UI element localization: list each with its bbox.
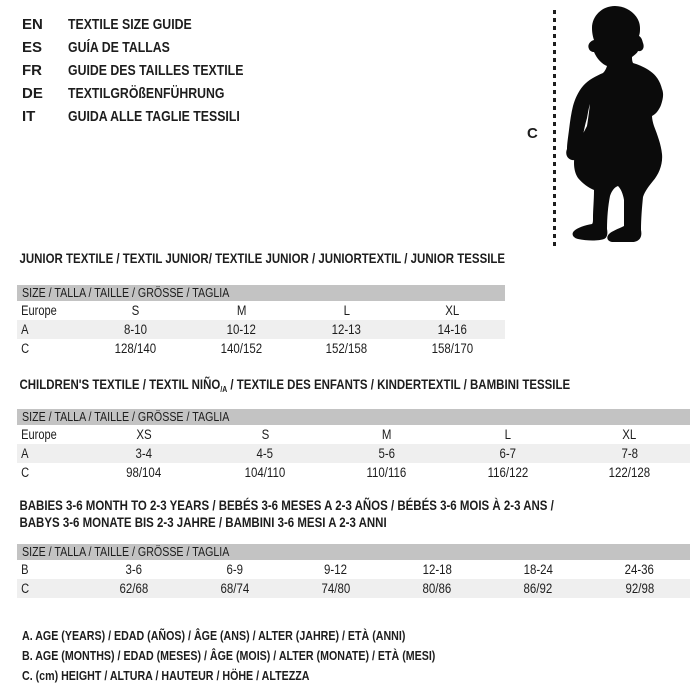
- table-cell: [447, 446, 568, 461]
- cell-value: 6-7: [499, 446, 517, 461]
- cell-value: 86/92: [523, 581, 553, 596]
- table-title-line: [19, 250, 505, 267]
- cell-value: L: [504, 427, 512, 442]
- table-title-text: BABIES 3-6 MONTH TO 2-3 YEARS / BEBÉS 3-6 MESES A 2-3 AÑOS / BÉBÉS 3-6 MOIS À 2-3 ANS /: [19, 497, 554, 513]
- language-code: EN: [22, 16, 43, 33]
- cell-value: XL: [445, 303, 460, 318]
- cell-value: 98/104: [126, 465, 162, 480]
- table-title-line: [19, 497, 553, 514]
- cell-value: 110/116: [366, 465, 407, 480]
- cell-value: 6-9: [226, 562, 244, 577]
- table-title-text: /A: [220, 384, 228, 394]
- table-cell: [400, 341, 506, 356]
- language-code: ES: [22, 39, 43, 56]
- table-cell: [294, 341, 400, 356]
- table-cell: [400, 303, 506, 318]
- language-code: DE: [22, 85, 43, 102]
- language-label: TEXTILE SIZE GUIDE: [68, 16, 192, 33]
- language-guide: [22, 13, 282, 128]
- cell-value: 3-6: [125, 562, 142, 577]
- cell-value: 5-6: [378, 446, 395, 461]
- height-marker-label: C: [527, 125, 538, 142]
- language-row: [22, 82, 282, 105]
- legend-notes: [22, 626, 700, 686]
- size-header-label: SIZE / TALLA / TAILLE / GRÖSSE / TAGLIA: [22, 409, 230, 424]
- table-cell: [569, 427, 690, 442]
- row-label: Europe: [21, 427, 57, 442]
- table-cell: [326, 427, 447, 442]
- cell-value: 4-5: [256, 446, 274, 461]
- language-row: [22, 36, 282, 59]
- cell-value: 92/98: [625, 581, 654, 596]
- height-measure-dashed-line: [553, 10, 556, 246]
- language-code: IT: [22, 108, 36, 125]
- table-row: [17, 339, 505, 358]
- table-cell: [83, 446, 204, 461]
- table-title-line: [19, 376, 570, 393]
- language-label: GUIDE DES TAILLES TEXTILE: [68, 62, 244, 79]
- cell-value: 152/158: [326, 341, 368, 356]
- size-table-children: [17, 376, 690, 482]
- language-label: GUIDA ALLE TAGLIE TESSILI: [68, 108, 240, 125]
- language-label: GUÍA DE TALLAS: [68, 39, 170, 56]
- cell-value: 9-12: [324, 562, 348, 577]
- table-row: [17, 320, 505, 339]
- row-label: C: [21, 465, 30, 480]
- table-cell: [83, 465, 204, 480]
- table-cell: [83, 322, 189, 337]
- table-title-line: [19, 514, 553, 531]
- table-cell: [488, 562, 589, 577]
- size-header-label: SIZE / TALLA / TAILLE / GRÖSSE / TAGLIA: [22, 285, 230, 300]
- table-cell: [569, 465, 690, 480]
- table-title-text: CHILDREN'S TEXTILE / TEXTIL NIÑO: [19, 376, 221, 392]
- cell-value: 74/80: [321, 581, 351, 596]
- row-label: C: [21, 341, 30, 356]
- cell-value: 122/128: [608, 465, 651, 480]
- cell-value: 24-36: [624, 562, 655, 577]
- table-cell: [488, 581, 589, 596]
- table-cell: [83, 427, 204, 442]
- table-title: [17, 376, 570, 393]
- table-cell: [447, 427, 568, 442]
- size-header-bar: [17, 285, 505, 301]
- table-cell: [184, 562, 285, 577]
- table-title-text: / TEXTILE DES ENFANTS / KINDERTEXTIL / BAMBINI TESSILE: [227, 376, 571, 392]
- language-row: [22, 105, 282, 128]
- table-cell: [294, 322, 400, 337]
- table-cell: [83, 303, 189, 318]
- table-cell: [189, 341, 295, 356]
- size-header-bar: [17, 409, 690, 425]
- table-cell: [400, 322, 506, 337]
- language-code: FR: [22, 62, 42, 79]
- cell-value: M: [381, 427, 392, 442]
- cell-value: S: [261, 427, 269, 442]
- table-cell: [83, 341, 189, 356]
- cell-value: 18-24: [523, 562, 553, 577]
- table-cell: [569, 446, 690, 461]
- cell-value: XL: [622, 427, 637, 442]
- cell-value: 12-13: [332, 322, 362, 337]
- table-rows: [17, 301, 505, 358]
- size-header-bar: [17, 544, 690, 560]
- cell-value: 10-12: [226, 322, 256, 337]
- language-row: [22, 59, 282, 82]
- table-cell: [447, 465, 568, 480]
- size-header-label: SIZE / TALLA / TAILLE / GRÖSSE / TAGLIA: [22, 544, 230, 559]
- table-cell: [189, 303, 295, 318]
- cell-value: 14-16: [437, 322, 467, 337]
- cell-value: 104/110: [244, 465, 286, 480]
- table-cell: [326, 465, 447, 480]
- row-label: Europe: [21, 303, 57, 318]
- table-cell: [326, 446, 447, 461]
- table-cell: [589, 581, 690, 596]
- table-cell: [285, 562, 386, 577]
- cell-value: 80/86: [422, 581, 452, 596]
- table-cell: [204, 465, 325, 480]
- table-title-text: JUNIOR TEXTILE / TEXTIL JUNIOR/ TEXTILE JUNIOR / JUNIORTEXTIL / JUNIOR TESSILE: [19, 250, 506, 266]
- table-title-text: BABYS 3-6 MONATE BIS 2-3 JAHRE / BAMBINI 3-6 MESI A 2-3 ANNI: [19, 514, 387, 530]
- table-row: [17, 425, 690, 444]
- table-cell: [387, 581, 488, 596]
- legend-note: A. AGE (YEARS) / EDAD (AÑOS) / ÂGE (ANS) / ALTER (JAHRE) / ETÀ (ANNI): [22, 628, 406, 643]
- row-label: A: [21, 446, 29, 461]
- cell-value: 62/68: [119, 581, 148, 596]
- table-title: [17, 250, 505, 267]
- cell-value: 12-18: [422, 562, 452, 577]
- table-cell: [294, 303, 400, 318]
- table-cell: [387, 562, 488, 577]
- row-label: C: [21, 581, 30, 596]
- row-label: B: [21, 562, 29, 577]
- cell-value: 128/140: [115, 341, 157, 356]
- cell-value: 158/170: [431, 341, 473, 356]
- table-title: [17, 497, 554, 531]
- table-cell: [285, 581, 386, 596]
- legend-note: B. AGE (MONTHS) / EDAD (MESES) / ÂGE (MOIS) / ALTER (MONATE) / ETÀ (MESI): [22, 648, 436, 663]
- table-cell: [204, 446, 325, 461]
- size-table-junior: [17, 250, 505, 358]
- cell-value: 116/122: [487, 465, 529, 480]
- size-table-babies: [17, 497, 690, 598]
- cell-value: XS: [136, 427, 152, 442]
- toddler-silhouette-image: [559, 6, 689, 242]
- table-row: [17, 301, 505, 320]
- cell-value: 140/152: [220, 341, 262, 356]
- table-cell: [589, 562, 690, 577]
- row-label: A: [21, 322, 29, 337]
- cell-value: M: [236, 303, 247, 318]
- table-row: [17, 560, 690, 579]
- cell-value: 68/74: [220, 581, 250, 596]
- cell-value: 3-4: [135, 446, 152, 461]
- cell-value: 7-8: [621, 446, 638, 461]
- table-cell: [83, 581, 184, 596]
- cell-value: 8-10: [124, 322, 148, 337]
- table-cell: [83, 562, 184, 577]
- table-rows: [17, 560, 690, 598]
- language-row: [22, 13, 282, 36]
- table-cell: [189, 322, 295, 337]
- table-row: [17, 444, 690, 463]
- legend-note: C. (cm) HEIGHT / ALTURA / HAUTEUR / HÖHE / ALTEZZA: [22, 668, 310, 683]
- cell-value: L: [343, 303, 350, 318]
- table-rows: [17, 425, 690, 482]
- table-cell: [204, 427, 325, 442]
- cell-value: S: [131, 303, 140, 318]
- table-row: [17, 463, 690, 482]
- table-cell: [184, 581, 285, 596]
- table-row: [17, 579, 690, 598]
- language-label: TEXTILGRÖßENFÜHRUNG: [68, 85, 225, 102]
